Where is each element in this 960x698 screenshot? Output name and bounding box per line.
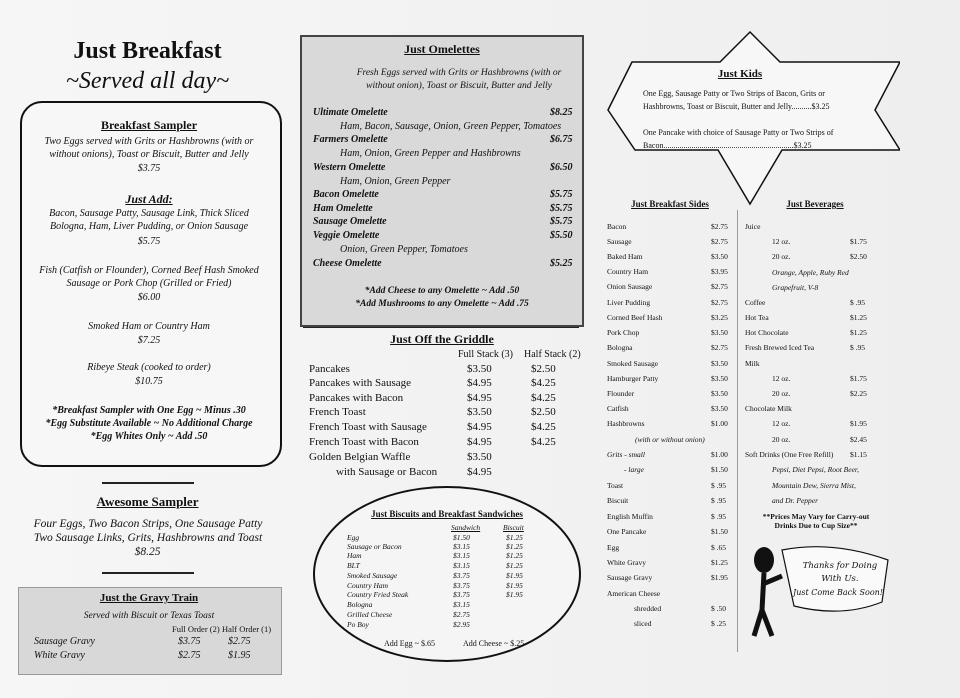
griddle-heading: Just Off the Griddle xyxy=(390,332,494,346)
omelette-desc: Ham, Bacon, Sausage, Onion, Green Pepper, Tomatoes xyxy=(340,121,562,132)
awesome-sampler-price: $8.25 xyxy=(134,546,161,558)
side-item-name: Biscuit xyxy=(607,496,629,505)
gravy-col-full: Full Order (2) xyxy=(172,624,220,634)
biscuit-price: $1.95 xyxy=(506,581,523,590)
side-item-name: Sausage Gravy xyxy=(607,573,653,582)
side-item-price: $3.50 xyxy=(711,252,728,261)
kids-line-2: Hashbrowns, Toast or Biscuit, Butter and Jelly..........$3.25 xyxy=(643,102,830,111)
side-item-name: Egg xyxy=(607,543,620,552)
beverage-item-price: $ .95 xyxy=(850,298,865,307)
gravy-col-half: Half Order (1) xyxy=(222,624,272,634)
omelette-name: Veggie Omelette xyxy=(313,230,380,241)
beverage-item-name: 12 oz. xyxy=(772,237,791,246)
griddle-half-price: $4.25 xyxy=(531,436,556,448)
side-item-name: Bologna xyxy=(607,343,633,352)
griddle-full-price: $4.95 xyxy=(467,377,492,389)
gravy-row-full: $2.75 xyxy=(178,650,201,661)
beverage-item-price: $ .95 xyxy=(850,343,865,352)
divider xyxy=(303,327,579,328)
beverage-item-price: $2.50 xyxy=(850,252,867,261)
griddle-col-half: Half Stack (2) xyxy=(524,349,581,360)
sampler-note-2: *Egg Substitute Available ~ No Additional Charge xyxy=(45,418,253,429)
beverage-item-name: 20 oz. xyxy=(772,389,791,398)
just-add-group-3: Smoked Ham or Country Ham xyxy=(88,321,210,332)
omelette-desc: Ham, Onion, Green Pepper xyxy=(340,176,451,187)
sampler-note-3: *Egg Whites Only ~ Add .50 xyxy=(90,431,208,442)
griddle-full-price: $3.50 xyxy=(467,406,492,418)
beverage-item-name: Coffee xyxy=(745,298,766,307)
griddle-half-price: $4.25 xyxy=(531,392,556,404)
beverage-item-price: $2.45 xyxy=(850,435,867,444)
omelette-price: $5.50 xyxy=(550,230,573,241)
omelette-price: $5.75 xyxy=(550,216,573,227)
biscuit-item: Egg xyxy=(347,533,360,542)
biscuit-item: BLT xyxy=(347,561,360,570)
biscuit-item: Po Boy xyxy=(347,620,369,629)
griddle-item: French Toast with Sausage xyxy=(309,421,427,433)
side-item-name: Smoked Sausage xyxy=(607,359,659,368)
omelette-name: Ham Omelette xyxy=(313,203,373,214)
side-item-price: $3.25 xyxy=(711,313,728,322)
omelette-price: $6.50 xyxy=(550,162,573,173)
side-item-price: $2.75 xyxy=(711,282,728,291)
side-item-name: Hamburger Patty xyxy=(607,374,659,383)
biscuit-item: Ham xyxy=(347,551,362,560)
gravy-row-half: $1.95 xyxy=(228,650,251,661)
beverages-note: **Prices May Vary for Carry-out Drinks Due to Cup Size** xyxy=(762,512,870,530)
side-item-price: $1.00 xyxy=(711,450,728,459)
omelette-name: Bacon Omelette xyxy=(313,189,379,200)
gravy-row-name: Sausage Gravy xyxy=(34,636,95,647)
beverage-item-name: Pepsi, Diet Pepsi, Root Beer, xyxy=(772,465,859,474)
biscuit-sandwich-price: $3.75 xyxy=(453,581,470,590)
awesome-sampler-line-2: Two Sausage Links, Grits, Hashbrowns and Toast xyxy=(33,532,263,544)
beverage-item-name: Soft Drinks (One Free Refill) xyxy=(745,450,834,459)
side-item-price: $3.95 xyxy=(711,267,728,276)
beverage-item-price: $1.25 xyxy=(850,328,867,337)
biscuit-price: $1.95 xyxy=(506,590,523,599)
biscuits-col-biscuit: Biscuit xyxy=(503,523,524,532)
awesome-sampler-line-1: Four Eggs, Two Bacon Strips, One Sausage Patty xyxy=(33,518,263,530)
biscuit-item: Smoked Sausage xyxy=(347,571,398,580)
biscuit-sandwich-price: $1.50 xyxy=(453,533,470,542)
beverage-item-name: Juice xyxy=(745,222,761,231)
side-item-price: $3.50 xyxy=(711,374,728,383)
griddle-item: Pancakes with Sausage xyxy=(309,377,412,389)
griddle-full-price: $3.50 xyxy=(467,363,492,375)
beverage-item-name: Hot Chocolate xyxy=(745,328,789,337)
biscuit-price: $1.25 xyxy=(506,551,523,560)
side-item-price: $ .25 xyxy=(711,619,726,628)
griddle-full-price: $4.95 xyxy=(467,392,492,404)
side-item-name: Corned Beef Hash xyxy=(607,313,663,322)
griddle-full-price: $4.95 xyxy=(467,421,492,433)
griddle-item: French Toast xyxy=(309,406,366,418)
side-item-price: $ .95 xyxy=(711,481,726,490)
side-item-price: $ .65 xyxy=(711,543,726,552)
just-add-group-4: Ribeye Steak (cooked to order) xyxy=(87,362,211,373)
griddle-col-full: Full Stack (3) xyxy=(458,349,513,360)
kids-line-1: One Egg, Sausage Patty or Two Strips of Bacon, Grits or xyxy=(643,89,825,98)
awesome-sampler-heading: Awesome Sampler xyxy=(96,494,199,509)
biscuit-sandwich-price: $3.15 xyxy=(453,551,470,560)
side-item-name: Bacon xyxy=(607,222,627,231)
side-item-name: shredded xyxy=(634,604,662,613)
divider xyxy=(102,572,194,574)
side-item-price: $ .95 xyxy=(711,512,726,521)
side-item-name: Flounder xyxy=(607,389,635,398)
beverage-item-name: Fresh Brewed Iced Tea xyxy=(745,343,815,352)
biscuit-sandwich-price: $2.75 xyxy=(453,610,470,619)
just-add-group-1: Bacon, Sausage Patty, Sausage Link, Thick Sliced Bologna, Ham, Liver Pudding, or Onion Sausage xyxy=(49,208,249,232)
side-item-price: $2.75 xyxy=(711,237,728,246)
biscuits-col-sandwich: Sandwich xyxy=(451,523,481,532)
column-divider xyxy=(737,210,738,652)
beverage-item-price: $1.15 xyxy=(850,450,867,459)
griddle-half-price: $4.25 xyxy=(531,421,556,433)
gravy-train-sub: Served with Biscuit or Texas Toast xyxy=(83,611,215,621)
gravy-row-half: $2.75 xyxy=(228,636,251,647)
griddle-half-price: $4.25 xyxy=(531,377,556,389)
just-add-group-2: Fish (Catfish or Flounder), Corned Beef Hash Smoked Sausage or Pork Chop (Grilled or Fried) xyxy=(39,265,259,289)
griddle-full-price: $3.50 xyxy=(467,451,492,463)
biscuit-price: $1.25 xyxy=(506,542,523,551)
side-item-name: Onion Sausage xyxy=(607,282,653,291)
biscuit-item: Country Ham xyxy=(347,581,389,590)
side-item-price: $1.50 xyxy=(711,527,728,536)
biscuit-sandwich-price: $2.95 xyxy=(453,620,470,629)
gravy-row-full: $3.75 xyxy=(178,636,201,647)
sides-heading: Just Breakfast Sides xyxy=(631,199,709,209)
side-item-name: Country Ham xyxy=(607,267,649,276)
omelette-name: Sausage Omelette xyxy=(313,216,387,227)
omelette-name: Western Omelette xyxy=(313,162,386,173)
sampler-note-1: *Breakfast Sampler with One Egg ~ Minus .30 xyxy=(52,405,246,416)
beverage-item-price: $1.25 xyxy=(850,313,867,322)
thanks-line-1: Thanks for Doing xyxy=(802,561,878,571)
beverage-item-name: Grapefruit, V-8 xyxy=(772,283,819,292)
just-add-price-2: $6.00 xyxy=(137,292,161,303)
biscuit-item: Sausage or Bacon xyxy=(347,542,402,551)
omelette-desc: Onion, Green Pepper, Tomatoes xyxy=(340,244,468,255)
breakfast-sampler-heading: Breakfast Sampler xyxy=(100,118,198,132)
biscuit-sandwich-price: $3.75 xyxy=(453,571,470,580)
side-item-price: $ .50 xyxy=(711,604,726,613)
beverage-item-name: 12 oz. xyxy=(772,374,791,383)
side-item-name: American Cheese xyxy=(607,589,661,598)
omelette-note-1: *Add Cheese to any Omelette ~ Add .50 xyxy=(364,286,520,296)
griddle-full-price: $4.95 xyxy=(467,436,492,448)
side-item-name: Grits - small xyxy=(607,450,645,459)
omelette-price: $5.75 xyxy=(550,189,573,200)
beverage-item-name: Mountain Dew, Sierra Mist, xyxy=(772,481,856,490)
thanks-line-3: Just Come Back Soon! xyxy=(792,588,884,597)
menu-title: Just Breakfast xyxy=(73,38,222,64)
griddle-item: Golden Belgian Waffle xyxy=(309,451,411,463)
side-item-price: $2.75 xyxy=(711,222,728,231)
griddle-item: Pancakes with Bacon xyxy=(309,392,404,404)
side-item-name: Sausage xyxy=(607,237,632,246)
omelette-name: Farmers Omelette xyxy=(313,134,388,145)
divider xyxy=(102,482,194,484)
just-add-price-3: $7.25 xyxy=(137,335,161,346)
kids-star-frame xyxy=(600,30,900,208)
side-item-name: Baked Ham xyxy=(607,252,643,261)
griddle-item: Pancakes xyxy=(309,363,350,375)
side-item-name: Toast xyxy=(607,481,624,490)
griddle-full-price: $4.95 xyxy=(467,466,492,478)
side-item-price: $ .95 xyxy=(711,496,726,505)
side-item-name: sliced xyxy=(634,619,652,628)
biscuit-item: Country Fried Steak xyxy=(347,590,409,599)
omelette-price: $5.25 xyxy=(550,258,573,269)
beverage-item-name: Milk xyxy=(745,359,760,368)
omelette-name: Cheese Omelette xyxy=(313,258,382,269)
biscuit-sandwich-price: $3.15 xyxy=(453,600,470,609)
beverage-item-name: Orange, Apple, Ruby Red xyxy=(772,268,849,277)
side-item-price: $1.95 xyxy=(711,573,728,582)
biscuit-sandwich-price: $3.15 xyxy=(453,542,470,551)
gravy-row-name: White Gravy xyxy=(34,650,85,661)
omelette-note-2: *Add Mushrooms to any Omelette ~ Add .75 xyxy=(355,299,529,309)
side-item-name: One Pancake xyxy=(607,527,647,536)
omelette-price: $5.75 xyxy=(550,203,573,214)
side-item-name: English Muffin xyxy=(607,512,653,521)
thanks-line-2: With Us. xyxy=(821,574,859,584)
biscuit-item: Bologna xyxy=(347,600,373,609)
omelette-name: Ultimate Omelette xyxy=(313,107,388,118)
side-item-price: $3.50 xyxy=(711,359,728,368)
beverages-heading: Just Beverages xyxy=(786,199,844,209)
just-add-price-4: $10.75 xyxy=(135,376,163,387)
griddle-item: French Toast with Bacon xyxy=(309,436,419,448)
beverage-item-price: $1.75 xyxy=(850,374,867,383)
side-item-price: $1.25 xyxy=(711,558,728,567)
side-item-price: $3.50 xyxy=(711,328,728,337)
side-item-price: $3.50 xyxy=(711,389,728,398)
beverage-item-name: 20 oz. xyxy=(772,252,791,261)
beverage-item-name: Chocolate Milk xyxy=(745,404,792,413)
side-item-name: White Gravy xyxy=(607,558,646,567)
biscuit-price: $1.95 xyxy=(506,571,523,580)
beverage-item-name: 20 oz. xyxy=(772,435,791,444)
add-egg-note: Add Egg ~ $.65 xyxy=(384,639,435,648)
side-item-price: $3.50 xyxy=(711,404,728,413)
biscuit-sandwich-price: $3.75 xyxy=(453,590,470,599)
side-item-price: $2.75 xyxy=(711,343,728,352)
griddle-half-price: $2.50 xyxy=(531,363,556,375)
kids-line-4: Bacon.................................................................$3.25 xyxy=(643,141,812,150)
biscuit-item: Grilled Cheese xyxy=(347,610,393,619)
just-add-heading: Just Add: xyxy=(125,192,173,206)
biscuit-price: $1.25 xyxy=(506,561,523,570)
side-item-price: $2.75 xyxy=(711,298,728,307)
omelette-desc: Ham, Onion, Green Pepper and Hashbrowns xyxy=(340,148,521,159)
breakfast-sampler-price: $3.75 xyxy=(137,163,161,174)
biscuits-heading: Just Biscuits and Breakfast Sandwiches xyxy=(371,509,523,519)
side-item-name: Catfish xyxy=(607,404,629,413)
side-item-name: Hashbrowns xyxy=(607,419,645,428)
beverage-item-price: $1.95 xyxy=(850,419,867,428)
beverage-item-price: $2.25 xyxy=(850,389,867,398)
kids-line-3: One Pancake with choice of Sausage Patty or Two Strips of xyxy=(643,128,834,137)
omelettes-intro: Fresh Eggs served with Grits or Hashbrowns (with or without onion), Toast or Biscuit, Butter and Jelly xyxy=(356,68,562,91)
omelette-price: $6.75 xyxy=(550,134,573,145)
side-item-price: $1.50 xyxy=(711,465,728,474)
beverage-item-name: and Dr. Pepper xyxy=(772,496,819,505)
beverage-item-name: 12 oz. xyxy=(772,419,791,428)
griddle-item: with Sausage or Bacon xyxy=(336,466,438,478)
omelettes-heading: Just Omelettes xyxy=(404,42,480,56)
griddle-half-price: $2.50 xyxy=(531,406,556,418)
biscuit-price: $1.25 xyxy=(506,533,523,542)
menu-subtitle: ~Served all day~ xyxy=(65,68,230,94)
side-item-name: (with or without onion) xyxy=(635,435,705,444)
omelette-price: $8.25 xyxy=(550,107,573,118)
kids-heading: Just Kids xyxy=(717,68,763,80)
side-item-name: Pork Chop xyxy=(607,328,640,337)
breakfast-sampler-desc: Two Eggs served with Grits or Hashbrowns (with or without onions), Toast or Biscuit, Butter and Jelly xyxy=(44,136,254,160)
just-add-price-1: $5.75 xyxy=(137,236,161,247)
side-item-name: - large xyxy=(624,465,644,474)
gravy-train-heading: Just the Gravy Train xyxy=(99,592,199,604)
side-item-price: $1.00 xyxy=(711,419,728,428)
add-cheese-note: Add Cheese ~ $.25 xyxy=(463,639,525,648)
beverage-item-price: $1.75 xyxy=(850,237,867,246)
biscuit-sandwich-price: $3.15 xyxy=(453,561,470,570)
beverage-item-name: Hot Tea xyxy=(745,313,769,322)
side-item-name: Liver Pudding xyxy=(607,298,651,307)
